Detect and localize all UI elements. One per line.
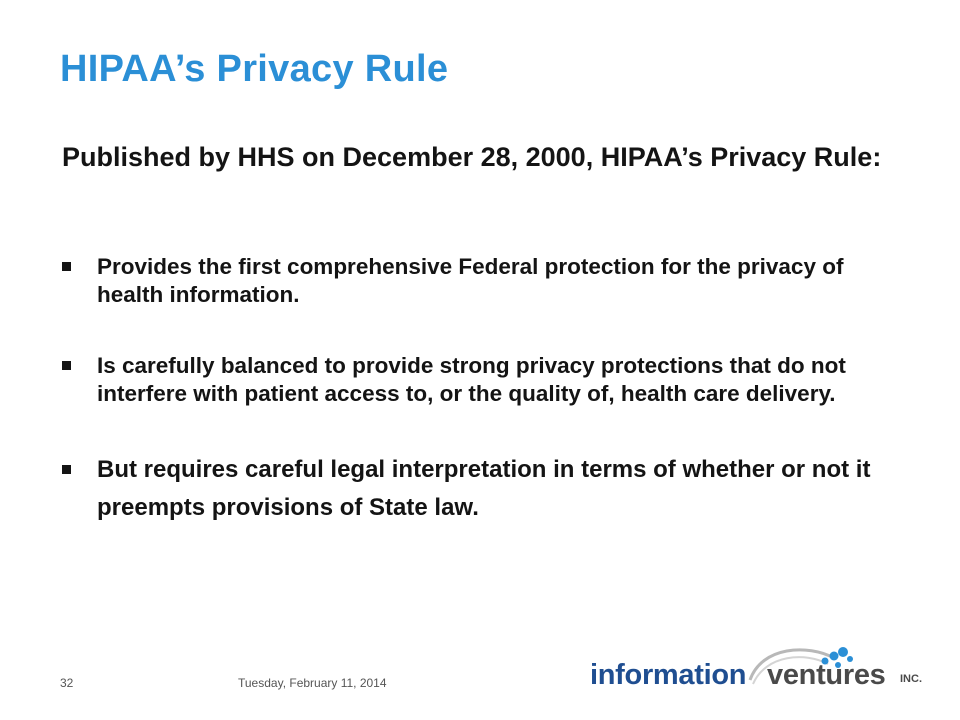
bullet-list [62, 253, 902, 570]
square-bullet-icon [62, 262, 71, 271]
bullet-text: Is carefully balanced to provide strong privacy protections that do not interfere with patient access to, or the quality of, health care delivery. [97, 353, 846, 406]
bullet-item [62, 451, 902, 527]
bullet-text: But requires careful legal interpretation in terms of whether or not it preempts provisions of State law. [97, 456, 871, 521]
bullet-item [62, 352, 902, 408]
slide-title: HIPAA’s Privacy Rule [60, 48, 449, 90]
bullet-item [62, 253, 902, 309]
logo-text-information: information [590, 659, 747, 691]
square-bullet-icon [62, 361, 71, 370]
footer-date: Tuesday, February 11, 2014 [238, 676, 387, 690]
square-bullet-icon [62, 465, 71, 474]
company-logo [582, 644, 932, 696]
logo-text-ventures: ventures [767, 659, 886, 691]
page-number: 32 [60, 676, 74, 690]
intro-text: Published by HHS on December 28, 2000, HIPAA’s Privacy Rule: [62, 142, 882, 172]
bullet-text: Provides the first comprehensive Federal protection for the privacy of health information. [97, 254, 844, 307]
logo-text-inc: INC. [900, 673, 922, 685]
